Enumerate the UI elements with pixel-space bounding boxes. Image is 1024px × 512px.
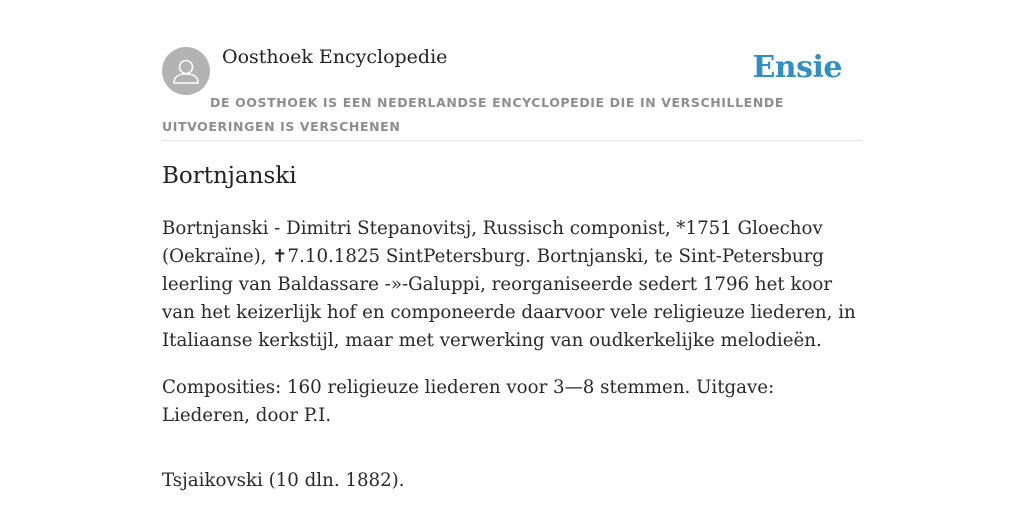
source-header: [162, 40, 862, 141]
avatar[interactable]: [162, 47, 210, 95]
article-title: Bortnjanski: [162, 163, 297, 189]
source-description: DE OOSTHOEK IS EEN NEDERLANDSE ENCYCLOPEDIE DIE IN VERSCHILLENDE UITVOERINGEN IS VERSCHENEN: [162, 95, 784, 134]
brand-logo[interactable]: Ensie: [752, 50, 842, 85]
article-paragraph: Bortnjanski - Dimitri Stepanovitsj, Russisch componist, *1751 Gloechov (Oekraïne), ✝7.10.1825 SintPetersburg. Bortnjanski, te Sint-Petersburg leerling van Baldassare -»-Galuppi, reorganiseerde sedert 1796 het koor van het keizerlijk hof en componeerde daarvoor vele religieuze liederen, in Italiaanse kerkstijl, maar met verwerking van oudkerkelijke melodieën.: [162, 218, 856, 351]
article-paragraph: Tsjaikovski (10 dln. 1882).: [162, 470, 405, 491]
article-body: [162, 215, 862, 512]
user-icon: [162, 47, 210, 95]
source-name[interactable]: Oosthoek Encyclopedie: [222, 46, 448, 68]
article-paragraph: Composities: 160 religieuze liederen voor 3—8 stemmen. Uitgave: Liederen, door P.I.: [162, 377, 775, 426]
